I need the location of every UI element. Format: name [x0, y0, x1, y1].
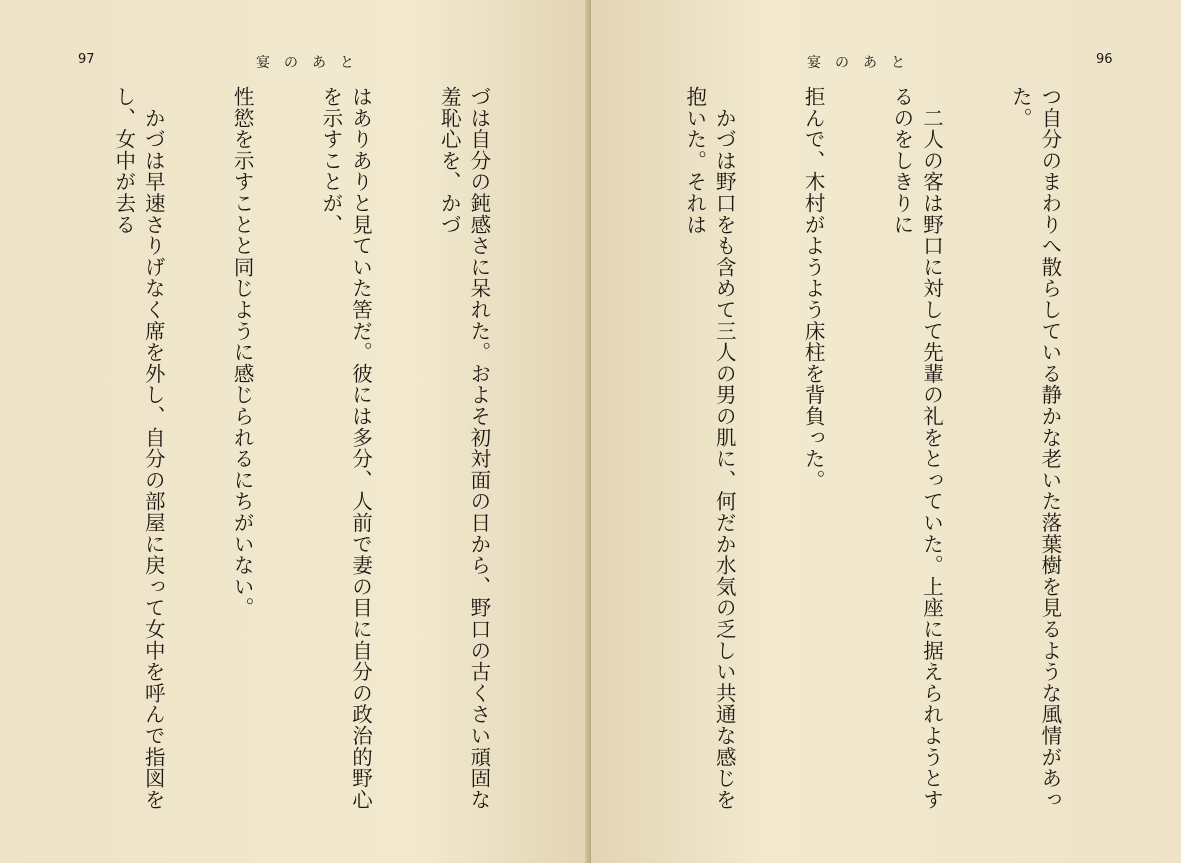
left-page [0, 0, 590, 863]
text-column: かづは早速さりげなく席を外し、自分の部屋に戻って女中を呼んで指図をし、女中が去る [111, 86, 166, 811]
body-text [653, 86, 1123, 826]
page-number: 96 [1096, 52, 1113, 67]
page-number: 97 [78, 52, 95, 67]
text-column: 二人の客は野口に対して先輩の礼をとっていた。上座に据えられようとするのをしきりに [889, 86, 944, 811]
text-column: 性慾を示すことと同じように感じられるにちがいない。 [230, 86, 255, 619]
text-column: かづは野口をも含めて三人の男の肌に、何だか水気の乏しい共通な感じを抱いた。それは [682, 86, 737, 811]
text-column: 拒んで、木村がようよう床柱を背負った。 [801, 86, 826, 491]
body-text [82, 86, 552, 826]
text-column: づは自分の鈍感さに呆れた。およそ初対面の日から、野口の古くさい頑固な羞恥心を、かづ [437, 86, 491, 811]
running-head: 宴のあと [807, 55, 919, 71]
text-column: つ自分のまわりへ散らしている静かな老いた落葉樹を見るような風情があった。 [1008, 86, 1062, 811]
running-head: 宴のあと [256, 55, 368, 71]
right-page [591, 0, 1181, 863]
text-column: はありありと見ていた筈だ。彼には多分、人前で妻の目に自分の政治的野心を示すことが、 [318, 86, 373, 811]
